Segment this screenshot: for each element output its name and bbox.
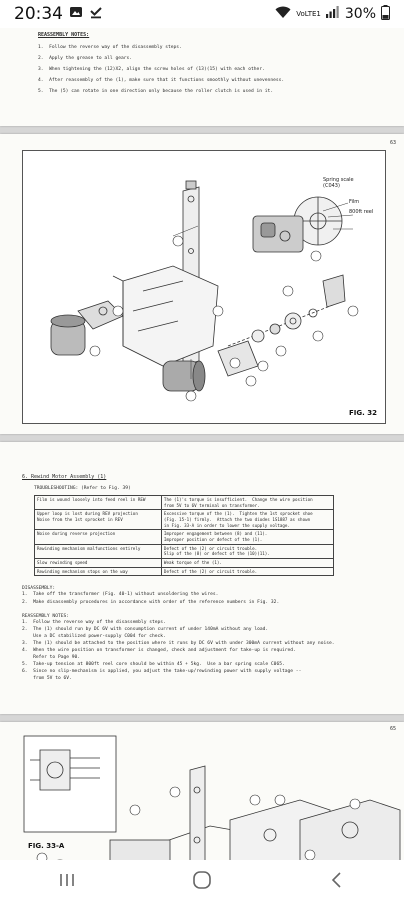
symptom-cell: Film is wound loosely into feed reel in REW (35, 496, 162, 510)
page-number: 65 (389, 726, 396, 732)
document-viewer[interactable] (0, 28, 404, 860)
disassembly-line: 1. Take off the transformer (Fig. 40-1) without unsoldering the wires. (22, 592, 219, 598)
cause-cell: Weak torque of the (1). (161, 559, 333, 568)
cause-cell: Defect of the (2) or circuit trouble. Slip of the (8) or defect of the (10)(11). (161, 544, 333, 558)
reassembly-line: 1. Follow the reverse way of the disassembly steps. (22, 619, 166, 625)
table-row (35, 510, 334, 530)
troubleshooting-label: TROUBLESHOOTING: (Refer to Fig. 39) (34, 486, 131, 491)
battery-percent: 30% (344, 6, 376, 22)
table-row (35, 567, 334, 576)
table-row (35, 496, 334, 510)
disassembly-heading: DISASSEMBLY: (22, 586, 56, 592)
home-icon (192, 870, 212, 890)
reassembly-line: 2. The (1) should run by DC 6V with consumption current of under 140mA without any load. (22, 626, 269, 632)
note-line: 1. Follow the reverse way of the disassembly steps. (38, 45, 182, 50)
reassembly-line: from 5V to 6V. (22, 676, 72, 682)
reassembly-line: 6. Since no slip-mechanism is applied, you adjust the take-up/rewinding power with supply voltage -- (22, 669, 302, 675)
clock: 20:34 (14, 4, 63, 24)
page-number: 63 (389, 140, 396, 146)
network-type: VoLTE1 (296, 9, 321, 18)
page-fig-32 (0, 134, 404, 434)
gallery-notification-icon (69, 4, 83, 24)
cause-cell: Defect of the (2) or circuit trouble. (161, 567, 333, 576)
page-rewind-motor-assembly (0, 442, 404, 714)
note-line: 5. The (5) can rotate in one direction only because the roller clutch is used in it. (38, 89, 274, 95)
symptom-cell: Slow rewinding speed (35, 559, 162, 568)
signal-icon (326, 6, 340, 22)
cause-cell: Improper engagement between (8) and (11). Improper position or defect of the (1). (161, 530, 333, 544)
reassembly-line: Use a DC stabilized power-supply C004 for check. (22, 633, 166, 639)
recent-apps-button[interactable] (37, 865, 97, 895)
cause-cell: Excessive torque of the (1). Tighten the 1st sprocket shoe (Fig. 15-1) firmly. Attach the two diodes 1S1887 as shown in Fig. 33-A in order to lower the supply voltage. (161, 510, 333, 530)
page-fig-33a (0, 722, 404, 860)
symptom-cell: Noise during reverse projection (35, 530, 162, 544)
film-callout: Film (349, 199, 360, 205)
troubleshooting-table (34, 495, 334, 576)
disassembly-line: 2. Make disassembly procedures in accordance with order of the reference numbers in Fig. 32. (22, 599, 280, 605)
page-reassembly-notes (0, 28, 404, 126)
reassembly-line: 3. The (1) should be attached to the position where it runs by DC 6V with under 300mA current without any noise. (22, 640, 335, 646)
exploded-diagram-rewind-motor (23, 151, 385, 423)
table-row (35, 544, 334, 558)
reassembly-heading: REASSEMBLY NOTES: (38, 32, 90, 38)
cause-cell: The (1)'s torque is insufficient. Change the wire position from 5V to 6V terminal on transformer. (161, 496, 333, 510)
back-icon (328, 871, 346, 889)
symptom-cell: Rewinding mechanism stops on the way (35, 567, 162, 576)
reassembly-line: 4. When the wire position on transformer is changed, check and adjustment for take-up is required. (22, 648, 296, 654)
section-title: 6. Rewind Motor Assembly (1) (22, 474, 107, 480)
note-line: 2. Apply the grease to all gears. (38, 56, 133, 62)
note-line: 3. When tightening the (12)X2, align the screw holes of (13)(15) with each other. (38, 67, 265, 73)
figure-33a-diagram (0, 730, 404, 860)
symptom-cell: Rewinding mechanism malfunctions entirely (35, 544, 162, 558)
spring-scale-callout: Spring scale (C043) (323, 177, 354, 189)
table-row (35, 530, 334, 544)
table-row (35, 559, 334, 568)
reassembly-line: Refer to Page 90. (22, 655, 81, 661)
navigation-bar (0, 860, 404, 900)
symptom-cell: Upper loop is lost during REV projection Noise from the 1st sprocket in REV (35, 510, 162, 530)
battery-icon (381, 5, 390, 24)
figure-label: FIG. 33-A (28, 842, 65, 850)
wifi-icon (275, 6, 291, 23)
recent-apps-icon (58, 872, 76, 888)
figure-label: FIG. 32 (349, 409, 377, 417)
download-done-icon (89, 4, 103, 24)
status-bar (0, 0, 404, 28)
reassembly-line: 5. Take-up tension at 800ft reel core should be within 45 + 5kg. Use a bar spring scale C065. (22, 662, 285, 668)
home-button[interactable] (172, 865, 232, 895)
reassembly-heading: REASSEMBLY NOTES: (22, 613, 70, 619)
back-button[interactable] (307, 865, 367, 895)
figure-32 (22, 150, 386, 424)
note-line: 4. After reassembly of the (1), make sure that it functions smoothly without unevenness. (38, 78, 285, 84)
reel-callout: 800ft reel (349, 209, 374, 215)
